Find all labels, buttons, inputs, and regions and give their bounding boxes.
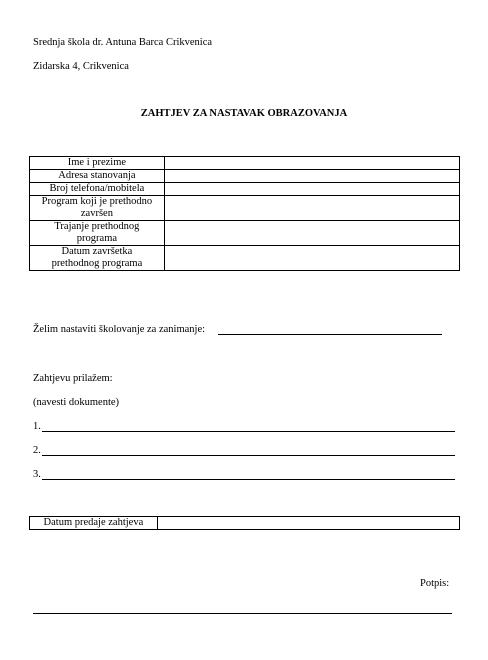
table-row — [30, 221, 460, 246]
table-row — [30, 183, 460, 196]
submission-date-field[interactable] — [157, 517, 459, 530]
phone-label: Broj telefona/mobitela — [30, 183, 165, 196]
completion-date-label-line: prethodnog programa — [51, 258, 143, 269]
school-name: Srednja škola dr. Antuna Barca Crikvenica — [33, 37, 213, 48]
submission-date-label: Datum predaje zahtjeva — [30, 517, 158, 530]
program-duration-field[interactable] — [164, 221, 459, 246]
signature-label: Potpis: — [420, 578, 450, 589]
attachment-field-3[interactable] — [42, 479, 455, 480]
school-address: Zidarska 4, Crikvenica — [33, 61, 129, 72]
full-name-label: Ime i prezime — [30, 157, 165, 170]
submission-date-table — [29, 516, 460, 530]
address-field[interactable] — [164, 170, 459, 183]
previous-program-label — [30, 196, 165, 221]
attachment-field-2[interactable] — [42, 455, 455, 456]
attachment-field-1[interactable] — [42, 431, 455, 432]
attachment-number: 2. — [33, 445, 41, 456]
program-duration-label — [30, 221, 165, 246]
full-name-field[interactable] — [164, 157, 459, 170]
page-title: ZAHTJEV ZA NASTAVAK OBRAZOVANJA — [140, 108, 348, 119]
table-row — [30, 246, 460, 271]
address-label: Adresa stanovanja — [30, 170, 165, 183]
occupation-field[interactable] — [218, 334, 442, 335]
program-duration-label-line: programa — [76, 233, 118, 244]
previous-program-field[interactable] — [164, 196, 459, 221]
phone-field[interactable] — [164, 183, 459, 196]
occupation-label: Želim nastaviti školovanje za zanimanje: — [33, 324, 206, 335]
attachments-intro: Zahtjevu prilažem: — [33, 373, 113, 384]
previous-program-label-line: završen — [80, 208, 113, 219]
attachments-note: (navesti dokumente) — [33, 397, 120, 408]
signature-line[interactable] — [33, 613, 452, 614]
attachment-number: 3. — [33, 469, 41, 480]
table-row — [30, 517, 460, 530]
table-row — [30, 196, 460, 221]
previous-program-label-line: Program koji je prethodno — [41, 196, 153, 207]
table-row — [30, 170, 460, 183]
attachment-number: 1. — [33, 421, 41, 432]
applicant-table — [29, 156, 460, 271]
program-duration-label-line: Trajanje prethodnog — [54, 221, 140, 232]
completion-date-label — [30, 246, 165, 271]
table-row — [30, 157, 460, 170]
completion-date-field[interactable] — [164, 246, 459, 271]
completion-date-label-line: Datum završetka — [61, 246, 133, 257]
